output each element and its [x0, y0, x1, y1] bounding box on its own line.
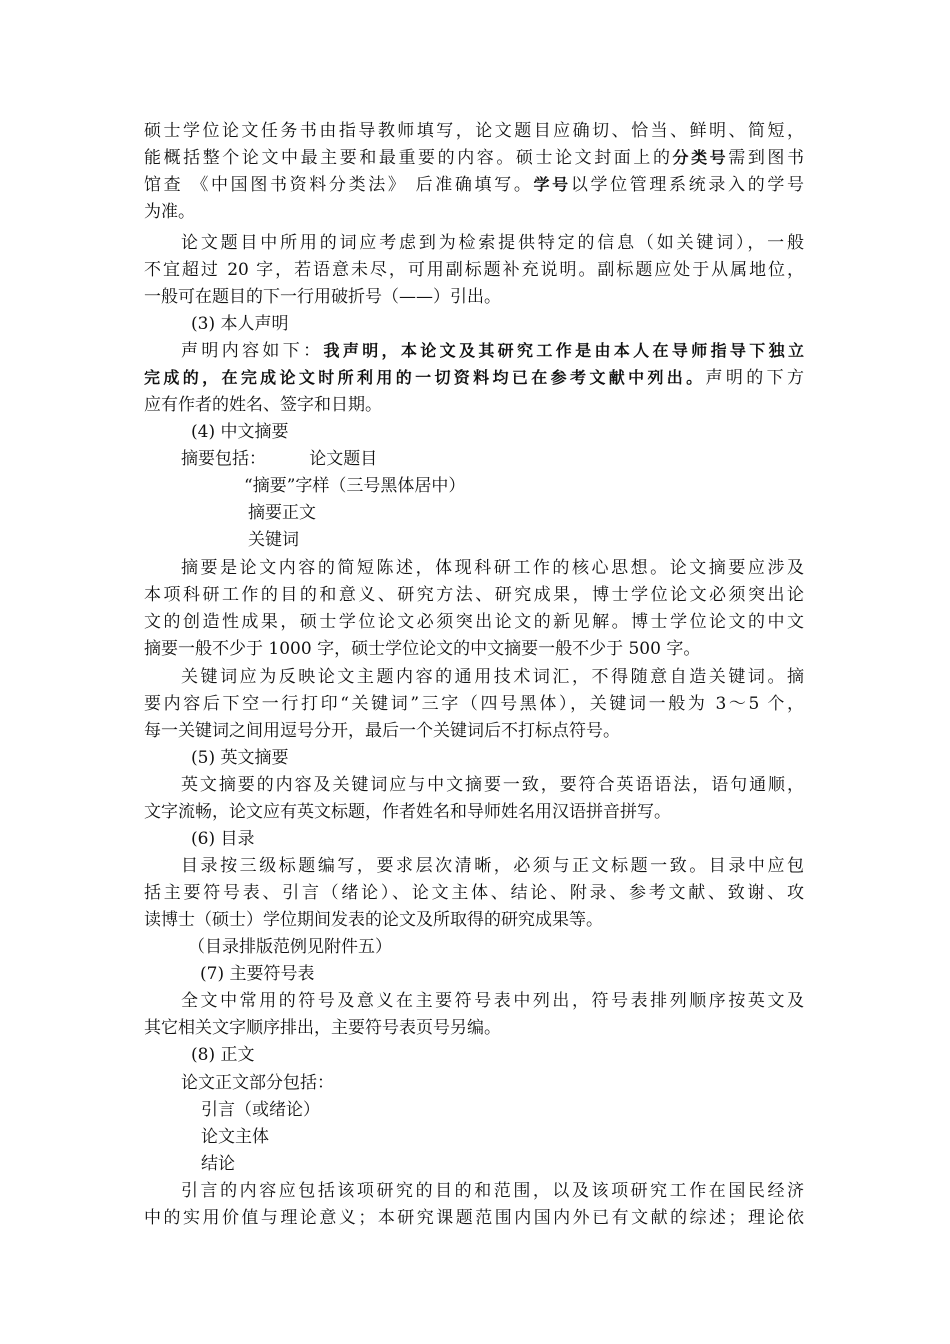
text-segment: 括主要符号表、引言（绪论）、论文主体、结论、附录、参考文献、致谢、攻: [144, 883, 804, 903]
text-line: [191, 826, 254, 852]
text-segment: 声明内容如下：: [181, 341, 324, 361]
text-segment: 中的实用价值与理论意义；本研究课题范围内国内外已有文献的综述；理论依: [144, 1208, 804, 1228]
text-line: [181, 555, 804, 581]
text-segment: 摘要一般不少于 1000 字，硕士学位论文的中文摘要一般不少于 500 字。: [144, 639, 701, 659]
text-line: [144, 718, 620, 744]
text-line: [144, 880, 804, 906]
text-segment: 要内容后下空一行打印“关键词”三字（四号黑体），关键词一般为 3～5 个，: [144, 694, 804, 714]
text-line: [181, 1178, 804, 1204]
text-line: [248, 527, 299, 553]
text-segment: 以学位管理系统录入的学号: [570, 175, 805, 195]
text-segment: 需到图书: [728, 148, 804, 168]
text-line: [144, 199, 195, 225]
text-line: [181, 772, 804, 798]
text-segment: 应有作者的姓名、签字和日期。: [144, 395, 382, 415]
text-line: [181, 853, 804, 879]
text-segment: 文字流畅，论文应有英文标题，作者姓名和导师姓名用汉语拼音拼写。: [144, 802, 671, 822]
text-segment: 关键词: [248, 530, 299, 550]
text-segment: 全文中常用的符号及意义在主要符号表中列出，符号表排列顺序按英文及: [181, 991, 804, 1011]
text-segment: “摘要”字样（三号黑体居中）: [244, 476, 466, 496]
text-line: [188, 934, 392, 960]
text-segment: 馆查 《中国图书资料分类法》 后准确填写。: [144, 175, 534, 195]
text-segment: 英文摘要的内容及关键词应与中文摘要一致，要符合英语语法，语句通顺，: [181, 775, 804, 795]
text-line: [181, 1070, 334, 1096]
bold-text: 完成的，在完成论文时所利用的一切资料均已在参考文献中列出。: [144, 368, 706, 387]
bold-text: 分类号: [672, 148, 729, 167]
text-segment: 一般可在题目的下一行用破折号（——）引出。: [144, 287, 501, 307]
text-segment: (6) 目录: [191, 829, 255, 849]
text-segment: 摘要正文: [248, 503, 316, 523]
text-line: [181, 988, 804, 1014]
text-line: [191, 1042, 254, 1068]
text-segment: 不宜超过 20 字，若语意未尽，可用副标题补充说明。副标题应处于从属地位，: [144, 260, 804, 280]
text-segment: (8) 正文: [191, 1045, 255, 1065]
text-segment: 引言的内容应包括该项研究的目的和范围，以及该项研究工作在国民经济: [181, 1181, 804, 1201]
text-line: [144, 691, 804, 717]
text-line: [181, 664, 804, 690]
text-segment: 论文正文部分包括：: [181, 1073, 334, 1093]
text-segment: 读博士（硕士）学位期间发表的论文及所取得的研究成果等。: [144, 910, 603, 930]
text-segment: (5) 英文摘要: [191, 748, 289, 768]
text-line: [144, 257, 804, 283]
text-segment: 为准。: [144, 202, 195, 222]
text-segment: 本项科研工作的目的和意义、研究方法、研究成果，博士学位论文必须突出论: [144, 585, 804, 605]
text-line: [144, 582, 804, 608]
text-line: [144, 609, 804, 635]
text-line: [191, 745, 288, 771]
bold-text: 我声明，本论文及其研究工作是由本人在导师指导下独立: [323, 341, 804, 360]
text-line: [144, 172, 804, 198]
text-segment: 摘要包括： 论文题目: [181, 449, 378, 469]
text-segment: (3) 本人声明: [191, 314, 289, 334]
text-line: [144, 1015, 501, 1041]
text-line: [201, 1124, 269, 1150]
text-segment: 论文主体: [201, 1127, 269, 1147]
text-line: [144, 907, 603, 933]
bold-text: 学号: [533, 175, 571, 194]
text-segment: 关键词应为反映论文主题内容的通用技术词汇，不得随意自造关键词。摘: [181, 667, 804, 687]
text-line: [144, 392, 382, 418]
text-line: [144, 799, 671, 825]
text-segment: 结论: [201, 1154, 235, 1174]
text-line: [144, 365, 804, 391]
text-line: [200, 961, 314, 987]
text-line: [144, 284, 501, 310]
text-segment: （目录排版范例见附件五）: [188, 937, 392, 957]
text-line: [201, 1097, 320, 1123]
text-segment: 文的创造性成果，硕士学位论文必须突出论文的新见解。博士学位论文的中文: [144, 612, 804, 632]
text-segment: 摘要是论文内容的简短陈述，体现科研工作的核心思想。论文摘要应涉及: [181, 558, 804, 578]
text-line: [191, 419, 288, 445]
text-segment: 论文题目中所用的词应考虑到为检索提供特定的信息（如关键词），一般: [181, 233, 804, 253]
text-line: [144, 1205, 804, 1231]
text-line: [248, 500, 316, 526]
text-segment: 声明的下方: [705, 368, 804, 388]
text-segment: 硕士学位论文任务书由指导教师填写，论文题目应确切、恰当、鲜明、简短，: [144, 121, 804, 141]
text-segment: (7) 主要符号表: [200, 964, 315, 984]
text-line: [144, 636, 700, 662]
text-segment: 每一关键词之间用逗号分开，最后一个关键词后不打标点符号。: [144, 721, 620, 741]
text-line: [181, 446, 377, 472]
text-line: [144, 145, 804, 171]
text-segment: 其它相关文字顺序排出，主要符号表页号另编。: [144, 1018, 501, 1038]
text-segment: (4) 中文摘要: [191, 422, 289, 442]
text-segment: 目录按三级标题编写，要求层次清晰，必须与正文标题一致。目录中应包: [181, 856, 804, 876]
text-segment: 能概括整个论文中最主要和最重要的内容。硕士论文封面上的: [144, 148, 673, 168]
text-line: [191, 311, 288, 337]
text-segment: 引言（或绪论）: [201, 1100, 320, 1120]
text-line: [181, 338, 804, 364]
text-line: [144, 118, 804, 144]
text-line: [181, 230, 804, 256]
text-line: [201, 1151, 235, 1177]
text-line: [244, 473, 465, 499]
